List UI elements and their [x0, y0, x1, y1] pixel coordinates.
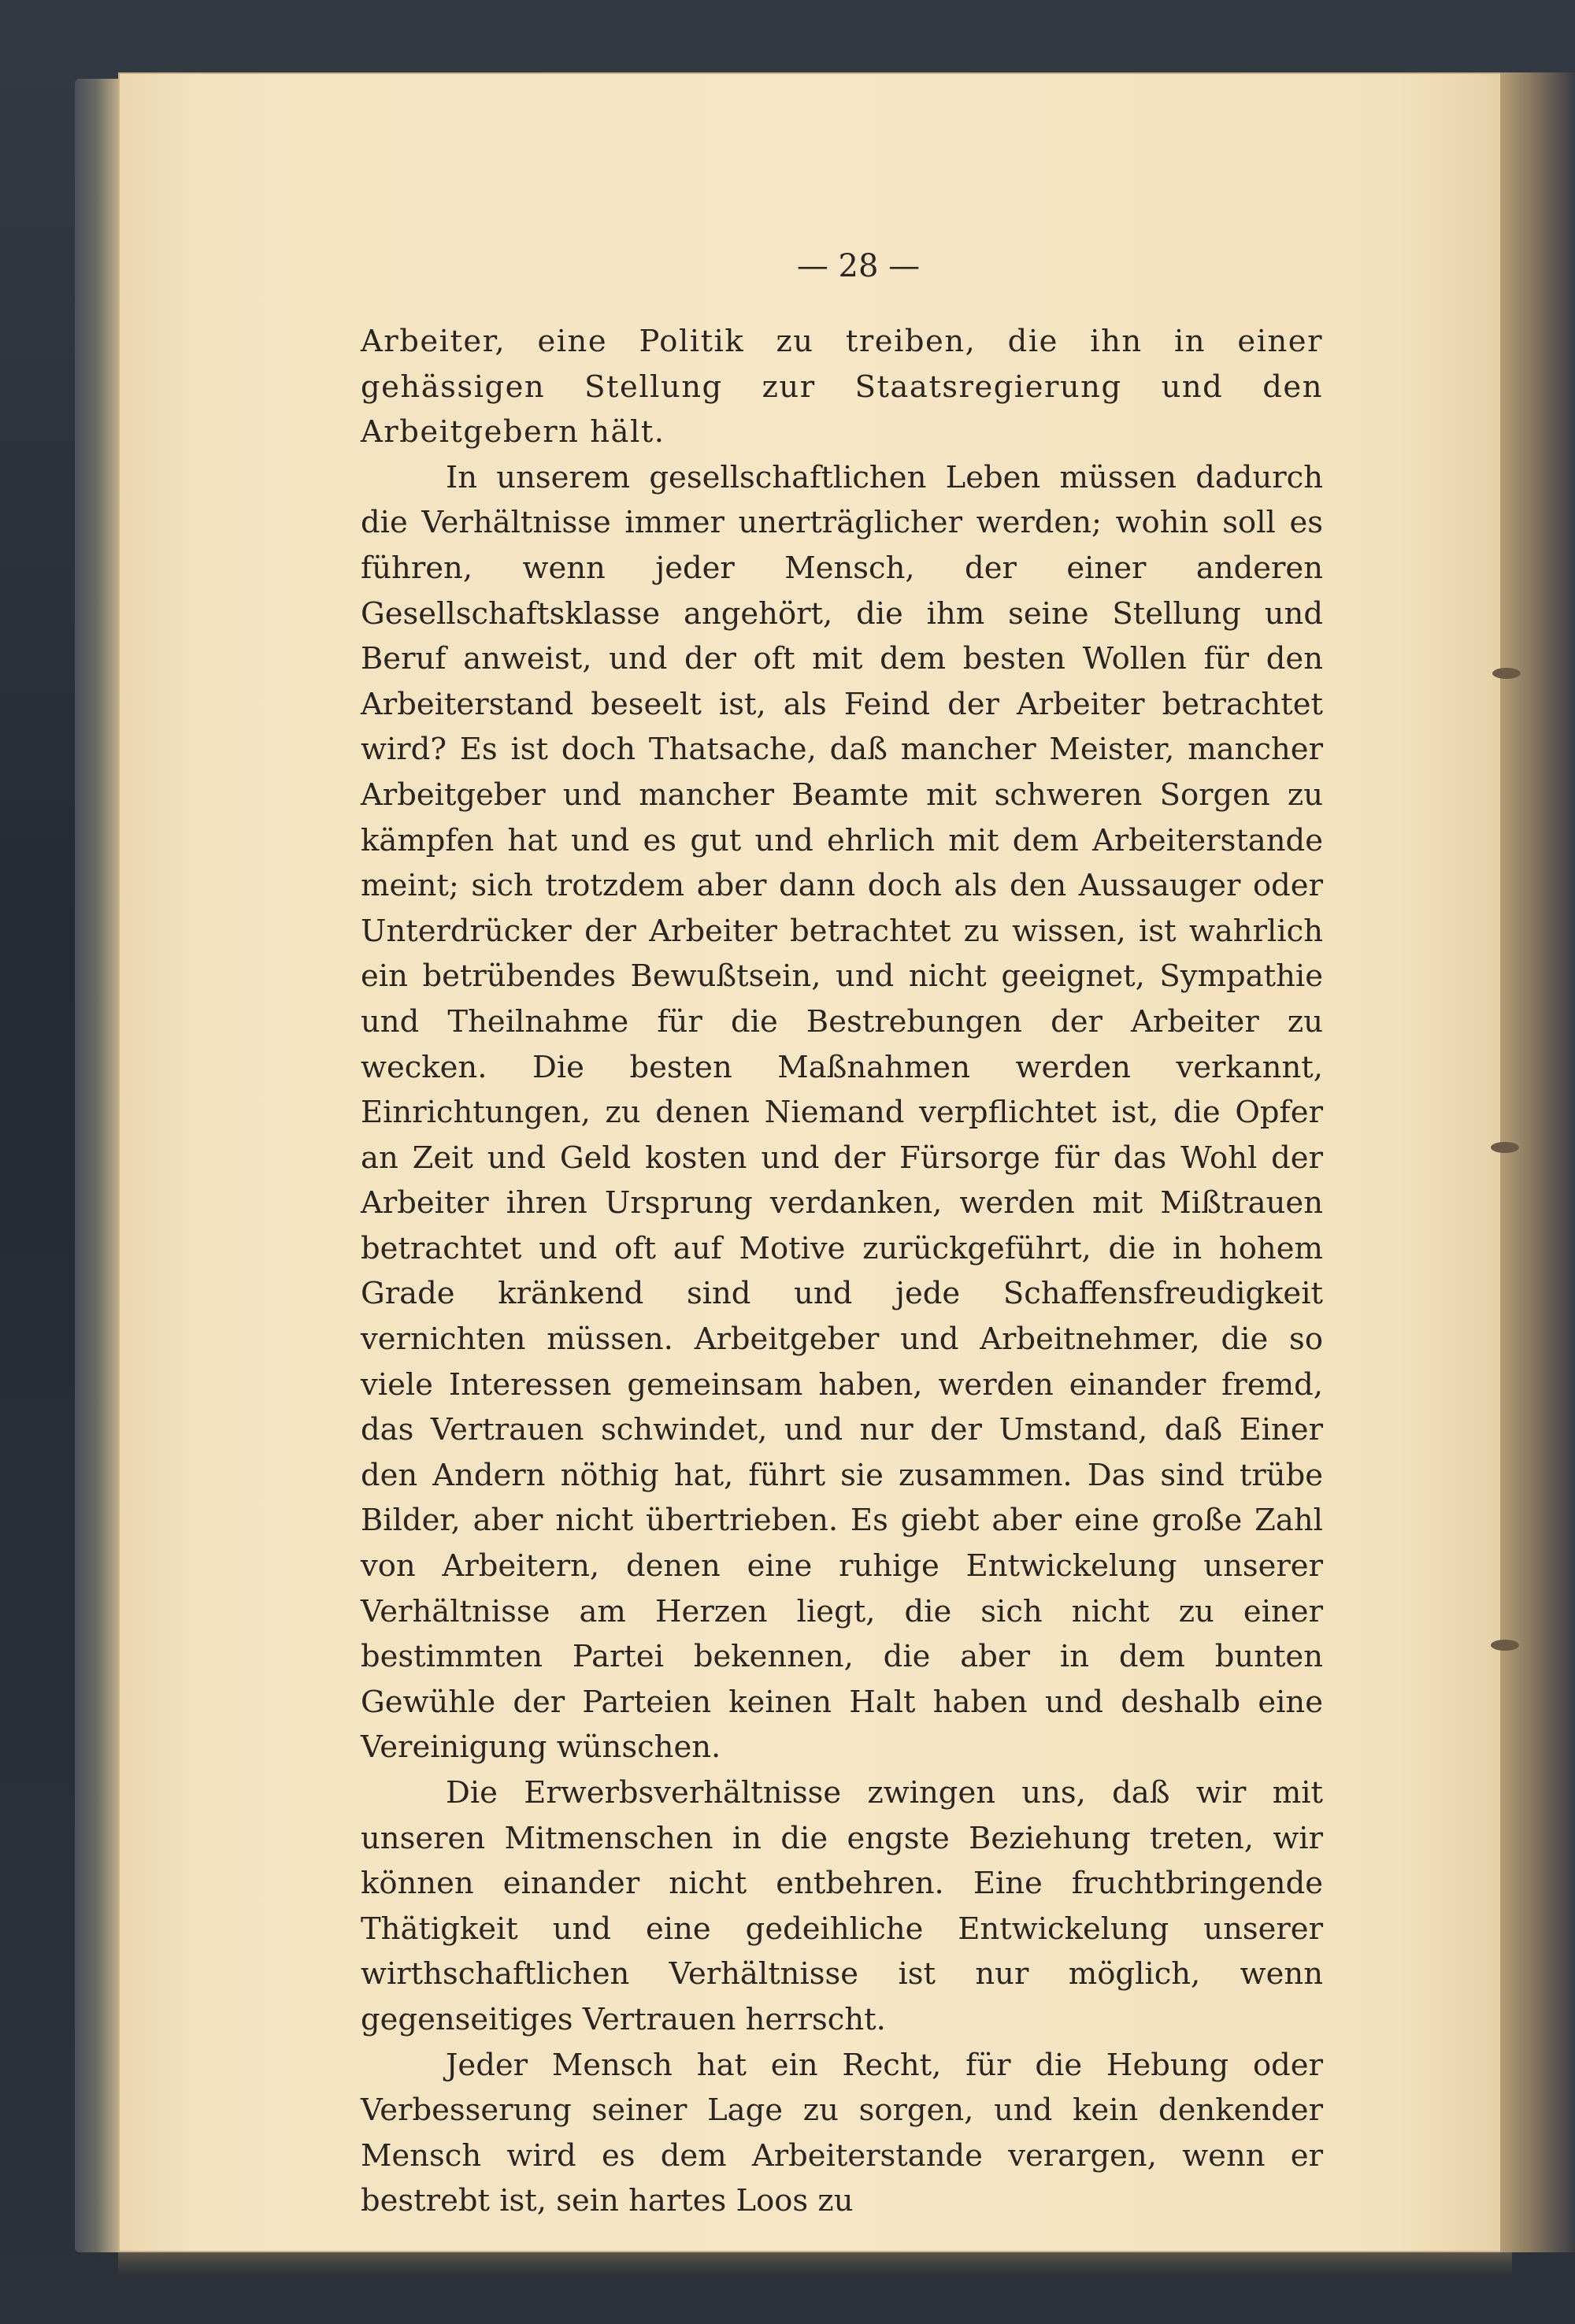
paragraph-3: Die Erwerbsverhältnisse zwingen uns, daß wir mit unseren Mitmenschen in die engste Beziehung treten, wir können einander nicht entbehren. Eine fruchtbringende Thätigkeit und eine gedeihliche Entwickelung unserer wirthschaftlichen Verhältnisse ist nur möglich, wenn gegenseitiges Vertrauen herrscht.	[361, 1775, 1323, 2037]
paragraph-1: Arbeiter, eine Politik zu treiben, die ihn in einer gehässigen Stellung zur Staatsregierung und den Arbeitgebern hält.	[361, 324, 1323, 450]
binding-clip-1	[1492, 668, 1521, 679]
gutter-shadow	[1500, 72, 1575, 2252]
binding-clip-3	[1491, 1640, 1519, 1651]
binding-clip-2	[1491, 1142, 1519, 1153]
page-body-text	[361, 319, 1323, 2224]
paragraph-2: In unserem gesellschaftlichen Leben müssen dadurch die Verhältnisse immer unerträglicher werden; wohin soll es führen, wenn jeder Mensch, der einer anderen Gesellschaftsklasse angehört, die ihm seine Stellung und Beruf anweist, und der oft mit dem besten Wollen für den Arbeiterstand beseelt ist, als Feind der Arbeiter betrachtet wird? Es ist doch Thatsache, daß mancher Meister, mancher Arbeitgeber und mancher Beamte mit schweren Sorgen zu kämpfen hat und es gut und ehrlich mit dem Arbeiterstande meint; sich trotzdem aber dann doch als den Aussauger oder Unterdrücker der Arbeiter betrachtet zu wissen, ist wahrlich ein betrübendes Bewußtsein, und nicht geeignet, Sympathie und Theilnahme für die Bestrebungen der Arbeiter zu wecken. Die besten Maßnahmen werden verkannt, Einrichtungen, zu denen Niemand verpflichtet ist, die Opfer an Zeit und Geld kosten und der Fürsorge für das Wohl der Arbeiter ihren Ursprung verdanken, werden mit Mißtrauen betrachtet und oft auf Motive zurückgeführt, die in hohem Grade kränkend sind und jede Schaffensfreudigkeit vernichten müssen. Arbeitgeber und Arbeitnehmer, die so viele Interessen gemeinsam haben, werden einander fremd, das Vertrauen schwindet, und nur der Umstand, daß Einer den Andern nöthig hat, führt sie zusammen. Das sind trübe Bilder, aber nicht übertrieben. Es giebt aber eine große Zahl von Arbeitern, denen eine ruhige Entwickelung unserer Verhältnisse am Herzen liegt, die sich nicht zu einer bestimmten Partei bekennen, die aber in dem bunten Gewühle der Parteien keinen Halt haben und deshalb eine Vereinigung wünschen.	[361, 459, 1323, 1766]
bottom-shadow	[118, 2252, 1512, 2276]
paragraph-4: Jeder Mensch hat ein Recht, für die Hebung oder Verbesserung seiner Lage zu sorgen, und kein denkender Mensch wird es dem Arbeiterstande verargen, wenn er bestrebt ist, sein hartes Loos zu	[361, 2047, 1323, 2219]
page-number: — 28 —	[796, 248, 921, 284]
